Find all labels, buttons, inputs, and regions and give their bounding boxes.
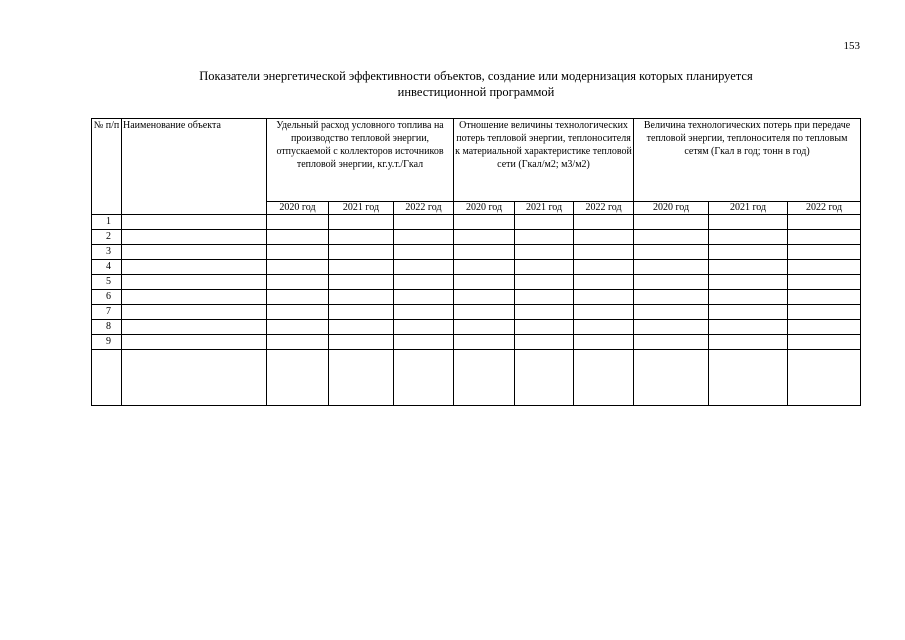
value-cell bbox=[394, 320, 454, 335]
empty-cell bbox=[92, 350, 122, 406]
value-cell bbox=[574, 245, 634, 260]
value-cell bbox=[634, 245, 709, 260]
value-cell bbox=[394, 230, 454, 245]
value-cell bbox=[515, 230, 574, 245]
empty-cell bbox=[329, 350, 394, 406]
year-header: 2021 год bbox=[709, 202, 788, 215]
value-cell bbox=[709, 215, 788, 230]
year-header: 2021 год bbox=[515, 202, 574, 215]
table-row bbox=[92, 275, 861, 290]
object-name-cell bbox=[122, 245, 267, 260]
value-cell bbox=[788, 305, 861, 320]
value-cell bbox=[267, 245, 329, 260]
page-number: 153 bbox=[843, 40, 860, 52]
value-cell bbox=[515, 260, 574, 275]
value-cell bbox=[454, 260, 515, 275]
value-cell bbox=[329, 335, 394, 350]
empty-cell bbox=[788, 350, 861, 406]
table-row bbox=[92, 335, 861, 350]
year-header: 2022 год bbox=[574, 202, 634, 215]
value-cell bbox=[788, 260, 861, 275]
value-cell bbox=[788, 320, 861, 335]
value-cell bbox=[267, 305, 329, 320]
indicators-table bbox=[91, 118, 861, 406]
value-cell bbox=[394, 335, 454, 350]
value-cell bbox=[574, 290, 634, 305]
table-row bbox=[92, 320, 861, 335]
year-header: 2022 год bbox=[788, 202, 861, 215]
title-line-2: инвестиционной программой bbox=[397, 85, 555, 99]
value-cell bbox=[454, 275, 515, 290]
value-cell bbox=[634, 260, 709, 275]
row-number: 1 bbox=[92, 215, 122, 230]
object-name-cell bbox=[122, 305, 267, 320]
value-cell bbox=[788, 275, 861, 290]
value-cell bbox=[709, 320, 788, 335]
table-row bbox=[92, 305, 861, 320]
value-cell bbox=[454, 335, 515, 350]
value-cell bbox=[634, 335, 709, 350]
object-name-cell bbox=[122, 335, 267, 350]
table-row bbox=[92, 290, 861, 305]
value-cell bbox=[394, 260, 454, 275]
value-cell bbox=[788, 335, 861, 350]
value-cell bbox=[394, 245, 454, 260]
value-cell bbox=[709, 290, 788, 305]
value-cell bbox=[634, 230, 709, 245]
object-name-cell bbox=[122, 290, 267, 305]
header-loss-ratio: Отношение величины технологических потерь тепловой энергии, теплоносителя к материальной характеристике тепловой сети (Гкал/м2; м3/м2) bbox=[454, 119, 634, 202]
year-header: 2020 год bbox=[634, 202, 709, 215]
value-cell bbox=[394, 290, 454, 305]
object-name-cell bbox=[122, 320, 267, 335]
value-cell bbox=[329, 320, 394, 335]
value-cell bbox=[454, 230, 515, 245]
value-cell bbox=[574, 320, 634, 335]
empty-cell bbox=[574, 350, 634, 406]
value-cell bbox=[574, 305, 634, 320]
value-cell bbox=[574, 260, 634, 275]
value-cell bbox=[394, 215, 454, 230]
value-cell bbox=[454, 245, 515, 260]
empty-cell bbox=[267, 350, 329, 406]
value-cell bbox=[574, 275, 634, 290]
empty-cell bbox=[122, 350, 267, 406]
page-title bbox=[92, 68, 860, 100]
value-cell bbox=[709, 260, 788, 275]
value-cell bbox=[454, 215, 515, 230]
value-cell bbox=[267, 230, 329, 245]
value-cell bbox=[394, 305, 454, 320]
table-row bbox=[92, 215, 861, 230]
value-cell bbox=[788, 230, 861, 245]
value-cell bbox=[788, 245, 861, 260]
value-cell bbox=[709, 275, 788, 290]
value-cell bbox=[515, 320, 574, 335]
year-header: 2022 год bbox=[394, 202, 454, 215]
empty-cell bbox=[709, 350, 788, 406]
value-cell bbox=[634, 305, 709, 320]
empty-cell bbox=[454, 350, 515, 406]
title-line-1: Показатели энергетической эффективности объектов, создание или модернизация которых планируется bbox=[199, 69, 753, 83]
object-name-cell bbox=[122, 215, 267, 230]
value-cell bbox=[515, 290, 574, 305]
object-name-cell bbox=[122, 275, 267, 290]
row-number: 6 bbox=[92, 290, 122, 305]
table-row bbox=[92, 245, 861, 260]
header-fuel-consumption: Удельный расход условного топлива на производство тепловой энергии, отпускаемой с коллекторов источников тепловой энергии, кг.у.т./Гкал bbox=[267, 119, 454, 202]
value-cell bbox=[267, 290, 329, 305]
value-cell bbox=[329, 260, 394, 275]
year-header: 2020 год bbox=[267, 202, 329, 215]
row-number: 5 bbox=[92, 275, 122, 290]
empty-cell bbox=[634, 350, 709, 406]
value-cell bbox=[788, 290, 861, 305]
value-cell bbox=[267, 260, 329, 275]
value-cell bbox=[329, 245, 394, 260]
value-cell bbox=[515, 335, 574, 350]
year-header: 2020 год bbox=[454, 202, 515, 215]
value-cell bbox=[329, 290, 394, 305]
header-number: № п/п bbox=[92, 119, 122, 215]
value-cell bbox=[267, 215, 329, 230]
value-cell bbox=[709, 305, 788, 320]
value-cell bbox=[267, 275, 329, 290]
row-number: 8 bbox=[92, 320, 122, 335]
row-number: 3 bbox=[92, 245, 122, 260]
value-cell bbox=[634, 275, 709, 290]
header-object-name: Наименование объекта bbox=[122, 119, 267, 215]
value-cell bbox=[454, 305, 515, 320]
object-name-cell bbox=[122, 260, 267, 275]
value-cell bbox=[574, 230, 634, 245]
header-technological-losses: Величина технологических потерь при передаче тепловой энергии, теплоносителя по тепловым сетям (Гкал в год; тонн в год) bbox=[634, 119, 861, 202]
value-cell bbox=[394, 275, 454, 290]
value-cell bbox=[515, 215, 574, 230]
value-cell bbox=[267, 335, 329, 350]
row-number: 7 bbox=[92, 305, 122, 320]
table-row bbox=[92, 230, 861, 245]
value-cell bbox=[709, 335, 788, 350]
value-cell bbox=[515, 275, 574, 290]
value-cell bbox=[634, 290, 709, 305]
value-cell bbox=[454, 290, 515, 305]
value-cell bbox=[329, 215, 394, 230]
object-name-cell bbox=[122, 230, 267, 245]
row-number: 2 bbox=[92, 230, 122, 245]
year-header: 2021 год bbox=[329, 202, 394, 215]
value-cell bbox=[515, 245, 574, 260]
value-cell bbox=[329, 275, 394, 290]
value-cell bbox=[634, 215, 709, 230]
value-cell bbox=[574, 215, 634, 230]
row-number: 4 bbox=[92, 260, 122, 275]
table-row-blank bbox=[92, 350, 861, 406]
empty-cell bbox=[515, 350, 574, 406]
value-cell bbox=[634, 320, 709, 335]
value-cell bbox=[515, 305, 574, 320]
value-cell bbox=[574, 335, 634, 350]
value-cell bbox=[454, 320, 515, 335]
empty-cell bbox=[394, 350, 454, 406]
value-cell bbox=[329, 230, 394, 245]
value-cell bbox=[329, 305, 394, 320]
row-number: 9 bbox=[92, 335, 122, 350]
table-row bbox=[92, 260, 861, 275]
value-cell bbox=[788, 215, 861, 230]
value-cell bbox=[709, 245, 788, 260]
value-cell bbox=[267, 320, 329, 335]
value-cell bbox=[709, 230, 788, 245]
